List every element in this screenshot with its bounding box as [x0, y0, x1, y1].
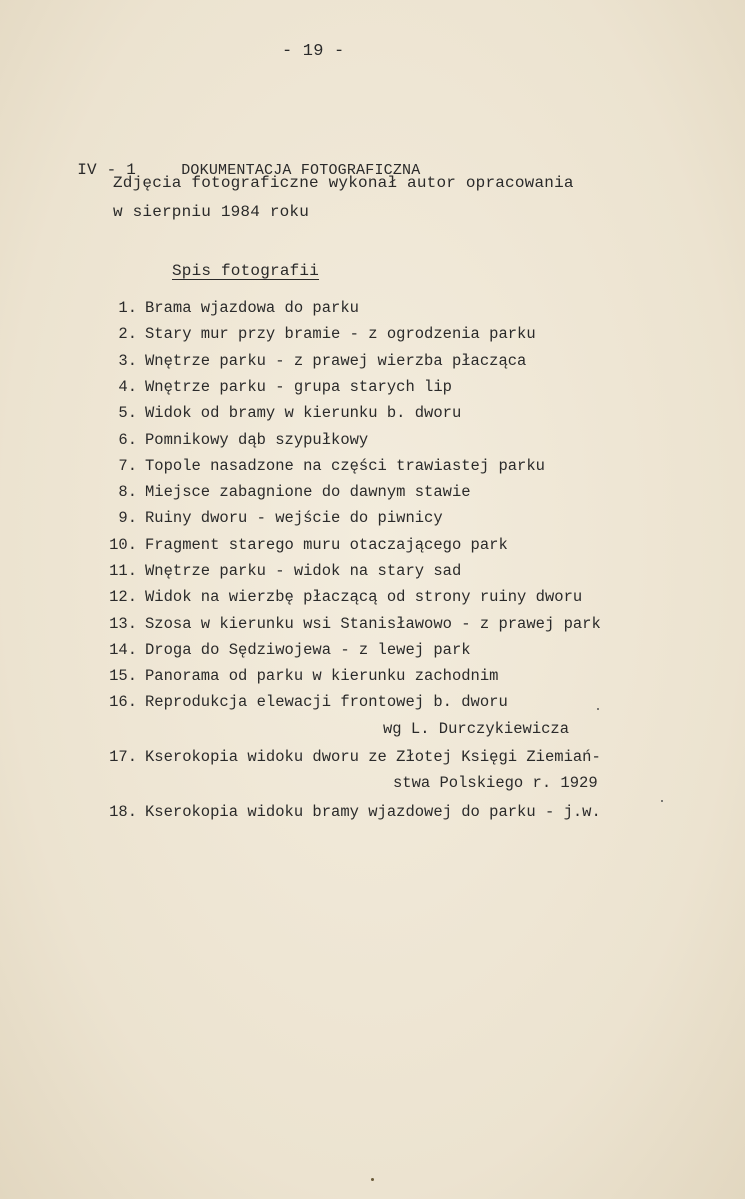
list-item-text: Droga do Sędziwojewa - z lewej park — [145, 641, 471, 659]
page-number: - 19 - — [282, 42, 345, 61]
list-item-text: Miejsce zabagnione do dawnym stawie — [145, 483, 471, 501]
list-item-text: Wnętrze parku - widok na stary sad — [145, 562, 462, 580]
list-item-text: Brama wjazdowa do parku — [145, 299, 359, 317]
list-item-number: 8. — [118, 483, 137, 501]
list-item-text: Kserokopia widoku dworu ze Złotej Księgi Ziemiań- — [145, 748, 601, 766]
list-item-number: 6. — [118, 431, 137, 449]
list-item-number: 7. — [118, 457, 137, 475]
list-item-number: 14. — [109, 641, 137, 659]
ink-speck — [371, 1178, 374, 1181]
list-item-text: Panorama od parku w kierunku zachodnim — [145, 667, 499, 685]
ink-speck — [661, 800, 663, 802]
section-title: DOKUMENTACJA FOTOGRAFICZNA — [181, 162, 421, 179]
list-item-text: Stary mur przy bramie - z ogrodzenia parku — [145, 325, 536, 343]
list-item-text: Widok od bramy w kierunku b. dworu — [145, 404, 462, 422]
list-item-text: Widok na wierzbę płaczącą od strony ruiny dworu — [145, 588, 583, 606]
list-item-number: 17. — [109, 748, 137, 766]
list-item-number: 1. — [118, 299, 137, 317]
list-item-continuation: wg L. Durczykiewicza — [383, 720, 570, 738]
list-item-text: Pomnikowy dąb szypułkowy — [145, 431, 369, 449]
list-item-number: 18. — [109, 803, 137, 821]
list-item-number: 13. — [109, 615, 137, 633]
list-item-continuation: stwa Polskiego r. 1929 — [393, 774, 598, 792]
list-item-number: 9. — [118, 509, 137, 527]
intro-line-1: Zdjęcia fotograficzne wykonał autor opracowania — [113, 174, 574, 192]
list-item-text: Ruiny dworu - wejście do piwnicy — [145, 509, 443, 527]
list-item-number: 2. — [118, 325, 137, 343]
list-item-text: Reprodukcja elewacji frontowej b. dworu — [145, 693, 508, 711]
list-item-text: Szosa w kierunku wsi Stanisławowo - z prawej park — [145, 615, 601, 633]
intro-line-2: w sierpniu 1984 roku — [113, 203, 310, 221]
list-item-number: 11. — [109, 562, 137, 580]
list-item-number: 12. — [109, 588, 137, 606]
list-item-text: Fragment starego muru otaczającego park — [145, 536, 508, 554]
list-item-text: Wnętrze parku - grupa starych lip — [145, 378, 452, 396]
list-title: Spis fotografii — [172, 262, 320, 280]
list-item-number: 10. — [109, 536, 137, 554]
list-item-text: Topole nasadzone na części trawiastej parku — [145, 457, 545, 475]
section-code: IV - 1 — [77, 161, 137, 179]
list-item-text: Wnętrze parku - z prawej wierzba płacząca — [145, 352, 527, 370]
list-item-number: 16. — [109, 693, 137, 711]
ink-speck — [597, 708, 599, 710]
list-item-text: Kserokopia widoku bramy wjazdowej do parku - j.w. — [145, 803, 601, 821]
list-item-number: 3. — [118, 352, 137, 370]
list-item-number: 15. — [109, 667, 137, 685]
list-item-number: 4. — [118, 378, 137, 396]
list-item-number: 5. — [118, 404, 137, 422]
